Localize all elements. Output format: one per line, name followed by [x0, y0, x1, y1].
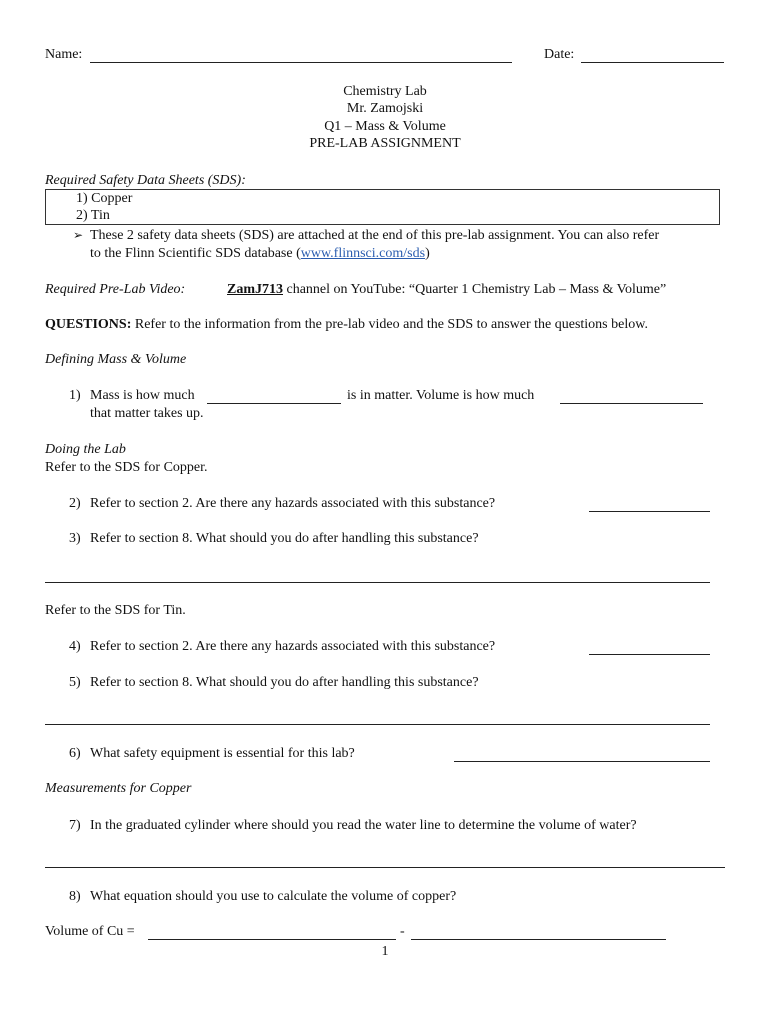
section-defining: Defining Mass & Volume	[45, 352, 187, 367]
title-line-3: Q1 – Mass & Volume	[324, 119, 446, 134]
title-line-1: Chemistry Lab	[343, 84, 427, 99]
page-number: 1	[381, 944, 389, 959]
video-label: Required Pre-Lab Video:	[45, 282, 186, 297]
q2-number: 2)	[69, 496, 81, 511]
sds-note-prefix: to the Flinn Scientific SDS database (	[90, 246, 301, 261]
name-label: Name:	[45, 47, 83, 62]
q3-answer-line[interactable]	[45, 582, 710, 583]
q6-number: 6)	[69, 746, 81, 761]
sds-note-suffix: )	[425, 246, 430, 261]
q1-text-c: that matter takes up.	[90, 406, 204, 421]
sds-item-copper: 1) Copper	[76, 191, 133, 206]
refer-tin: Refer to the SDS for Tin.	[45, 603, 186, 618]
q1-text-a: Mass is how much	[90, 388, 195, 403]
questions-heading: QUESTIONS:	[45, 317, 132, 332]
sds-heading: Required Safety Data Sheets (SDS):	[45, 173, 246, 188]
sds-item-tin: 2) Tin	[76, 208, 110, 223]
q1-number: 1)	[69, 388, 81, 403]
q2-text: Refer to section 2. Are there any hazards associated with this substance?	[90, 496, 496, 511]
q4-number: 4)	[69, 639, 81, 654]
q3-text: Refer to section 8. What should you do after handling this substance?	[90, 531, 479, 546]
questions-intro	[45, 317, 648, 333]
volume-cu-label: Volume of Cu =	[45, 924, 135, 939]
questions-instructions: Refer to the information from the pre-lab video and the SDS to answer the questions below.	[131, 317, 648, 332]
q4-answer-line[interactable]	[589, 654, 710, 655]
q5-text: Refer to section 8. What should you do after handling this substance?	[90, 675, 479, 690]
section-doing: Doing the Lab	[45, 442, 126, 457]
volume-cu-blank-2[interactable]	[411, 939, 666, 940]
q7-answer-line[interactable]	[45, 867, 725, 868]
flinn-sds-link[interactable]: www.flinnsci.com/sds	[300, 246, 426, 261]
q1-text-b: is in matter. Volume is how much	[347, 388, 535, 403]
sds-list-box	[45, 189, 720, 225]
q8-text: What equation should you use to calculate the volume of copper?	[90, 889, 457, 904]
date-label: Date:	[544, 47, 575, 62]
video-description: channel on YouTube: “Quarter 1 Chemistry Lab – Mass & Volume”	[283, 282, 667, 297]
title-line-4: PRE-LAB ASSIGNMENT	[309, 136, 461, 151]
q7-text: In the graduated cylinder where should you read the water line to determine the volume of water?	[90, 818, 637, 833]
volume-cu-blank-1[interactable]	[148, 939, 396, 940]
q5-number: 5)	[69, 675, 81, 690]
q3-number: 3)	[69, 531, 81, 546]
youtube-channel-name: ZamJ713	[227, 282, 283, 297]
video-line	[227, 282, 666, 298]
title-line-2: Mr. Zamojski	[346, 101, 424, 116]
sds-note-line-2	[90, 246, 430, 262]
q8-number: 8)	[69, 889, 81, 904]
refer-copper: Refer to the SDS for Copper.	[45, 460, 208, 475]
section-measurements: Measurements for Copper	[45, 781, 192, 796]
q2-answer-line[interactable]	[589, 511, 710, 512]
q7-number: 7)	[69, 818, 81, 833]
q6-text: What safety equipment is essential for this lab?	[90, 746, 355, 761]
arrow-bullet-icon: ➢	[73, 228, 84, 242]
date-field-line[interactable]	[581, 62, 724, 63]
q5-answer-line[interactable]	[45, 724, 710, 725]
q6-answer-line[interactable]	[454, 761, 710, 762]
minus-sign: -	[400, 924, 405, 939]
q1-blank-1[interactable]	[207, 403, 341, 404]
q1-blank-2[interactable]	[560, 403, 703, 404]
name-field-line[interactable]	[90, 62, 512, 63]
q4-text: Refer to section 2. Are there any hazards associated with this substance?	[90, 639, 496, 654]
sds-note-line-1: These 2 safety data sheets (SDS) are attached at the end of this pre-lab assignment. You can also refer	[90, 228, 660, 243]
